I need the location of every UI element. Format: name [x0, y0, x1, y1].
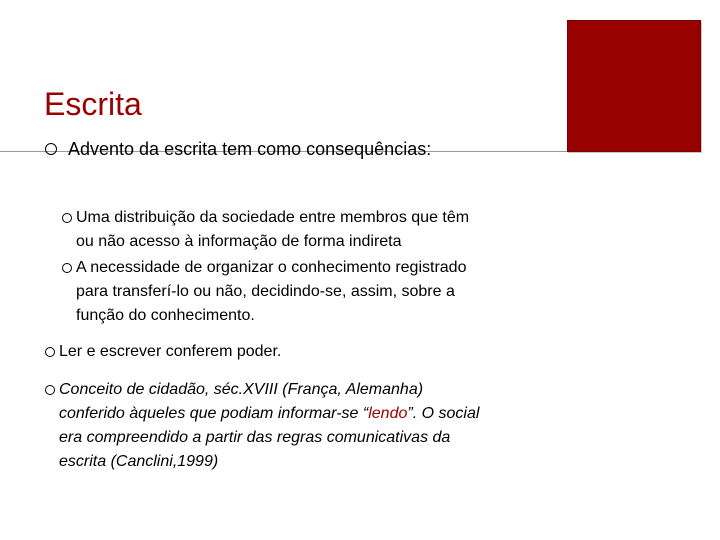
- conceito-text-before: Conceito de cidadão, séc.XVIII (França, Alemanha) conferido àqueles que podiam informar-se “: [59, 381, 424, 422]
- bullet-ler-text: Ler e escrever conferem poder.: [59, 343, 282, 360]
- bullet-conceito-cidadao: [45, 378, 479, 474]
- conceito-text: [59, 378, 479, 474]
- main-bullet-text: Advento da escrita tem como consequências:: [68, 139, 432, 159]
- sub-bullet-necessidade: [62, 256, 466, 328]
- sub-bullet-text: A necessidade de organizar o conhecimento registrado para transferí-lo ou não, decidindo-se, assim, sobre a função do conhecimento.: [76, 259, 467, 324]
- conceito-text-after: ”. O social era compreendido a partir das regras comunicativas da escrita (Canclini,1999): [59, 405, 480, 470]
- bullet-ler-escrever: [45, 340, 281, 364]
- hollow-circle-bullet-icon: [45, 143, 57, 155]
- hollow-circle-bullet-icon: [45, 347, 55, 357]
- sub-bullet-distribuicao: [62, 206, 469, 254]
- sub-bullet-text: Uma distribuição da sociedade entre membros que têm ou não acesso à informação de forma indireta: [76, 209, 470, 250]
- decorative-red-block: [567, 20, 701, 152]
- hollow-circle-bullet-icon: [62, 213, 72, 223]
- hollow-circle-bullet-icon: [45, 385, 55, 395]
- conceito-highlight-lendo: lendo: [368, 405, 408, 422]
- main-bullet: [45, 137, 431, 161]
- hollow-circle-bullet-icon: [62, 263, 72, 273]
- slide-title: Escrita: [44, 86, 142, 122]
